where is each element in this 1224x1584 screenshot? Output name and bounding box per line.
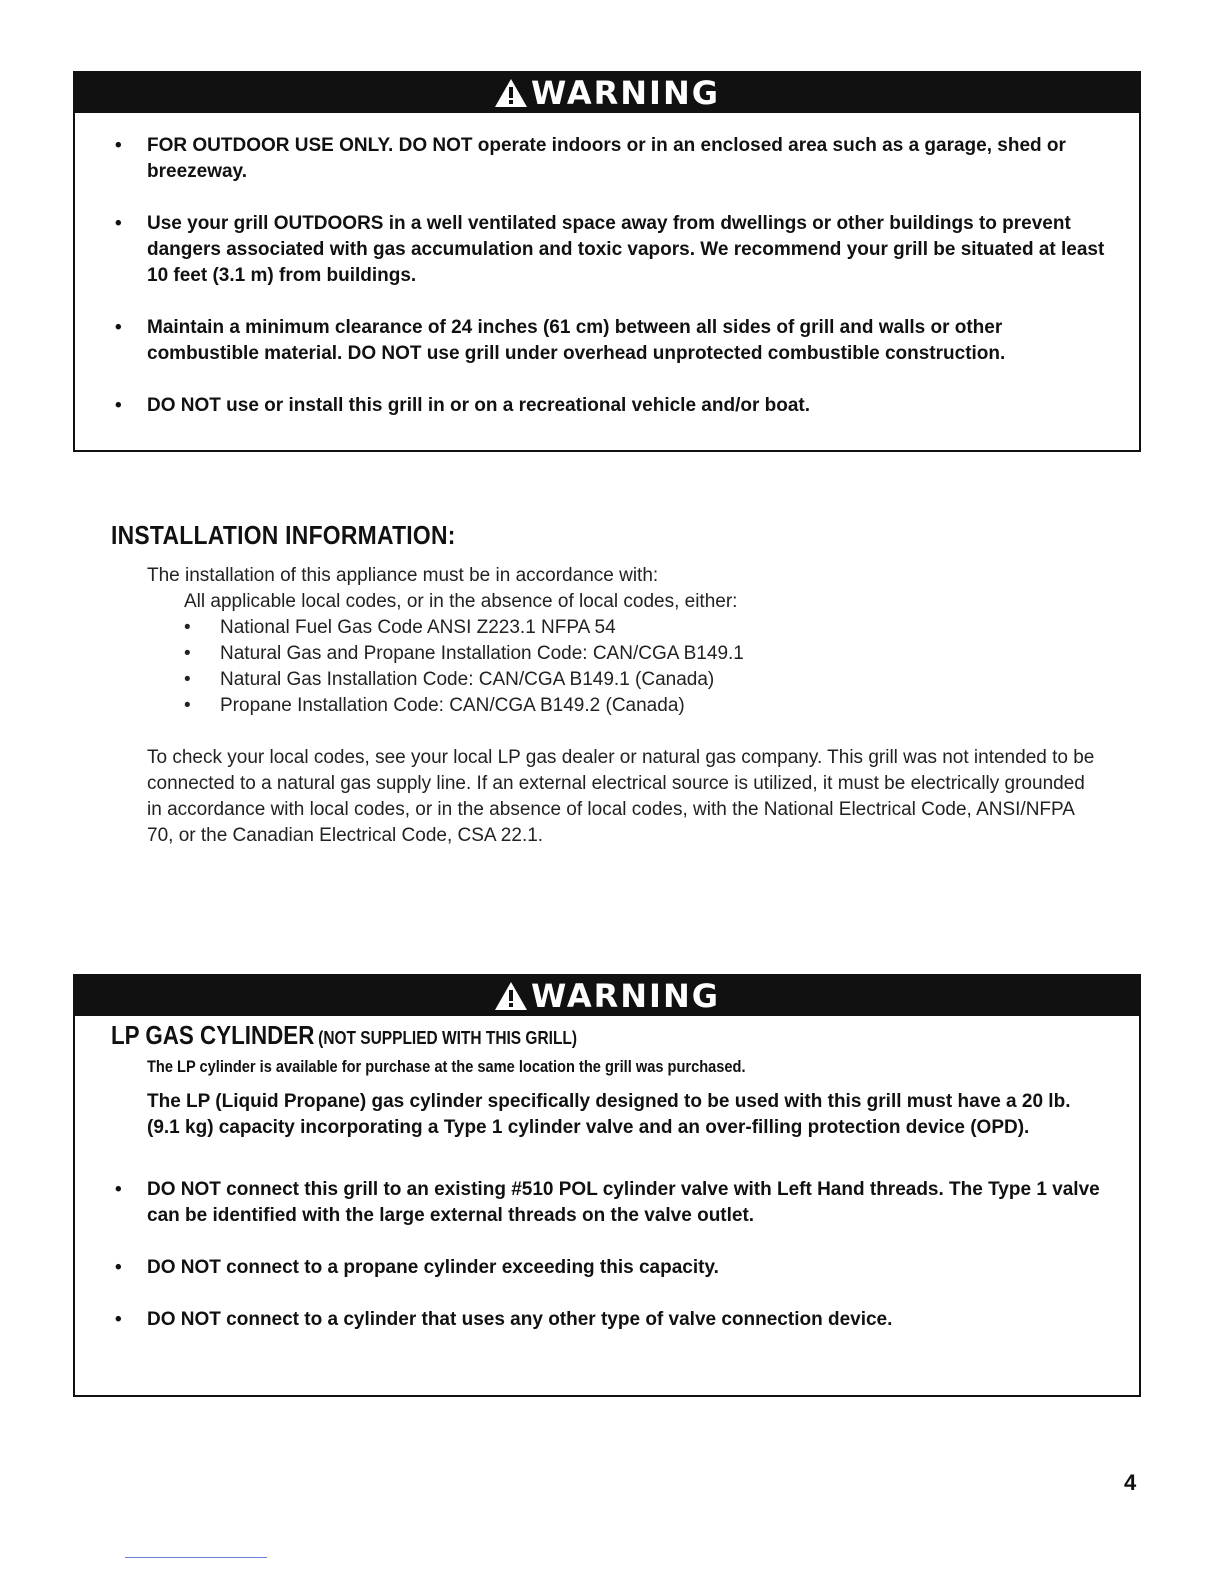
warning-header (75, 73, 1139, 113)
code-list (147, 615, 1097, 719)
warning-item (75, 211, 1139, 289)
code-text: Natural Gas Installation Code: CAN/CGA B149.1 (Canada) (220, 669, 715, 690)
installation-paragraph: To check your local codes, see your local LP gas dealer or natural gas company. This grill was not intended to be connected to a natural gas supply line. If an external electrical source is utilized, it must be electrically grounded in accordance with local codes, or in the absence of local codes, with the National Electrical Code, ANSI/NFPA 70, or the Canadian Electrical Code, CSA 22.1. (147, 747, 1095, 846)
warning-text: DO NOT connect to a propane cylinder exceeding this capacity. (147, 1257, 719, 1278)
code-item (184, 667, 1097, 693)
bullet-icon: • (184, 643, 191, 664)
bullet-icon: • (115, 1309, 122, 1330)
warning-text: DO NOT connect to a cylinder that uses any other type of valve connection device. (147, 1309, 893, 1330)
warning-item (75, 315, 1139, 367)
warning-title: WARNING (531, 977, 720, 1015)
code-text: Propane Installation Code: CAN/CGA B149.2 (Canada) (220, 695, 685, 716)
bullet-icon: • (115, 1257, 122, 1278)
installation-sub-intro: All applicable local codes, or in the absence of local codes, either: (184, 591, 738, 612)
lp-title-main: LP GAS CYLINDER (111, 1020, 315, 1050)
warning-text: DO NOT connect this grill to an existing #510 POL cylinder valve with Left Hand threads. The Type 1 valve can be identified with the large external threads on the valve outlet. (147, 1179, 1100, 1226)
warning-box-outdoor (73, 71, 1141, 452)
warning-title: WARNING (531, 74, 720, 112)
warning-item (75, 133, 1139, 185)
bullet-icon: • (115, 135, 122, 156)
page-number: 4 (1124, 1470, 1137, 1495)
warning-triangle-icon (494, 78, 528, 108)
warning-item (75, 1177, 1139, 1229)
warning-triangle-icon (494, 981, 528, 1011)
code-item (184, 615, 1097, 641)
bullet-icon: • (184, 695, 191, 716)
lp-paragraph: The LP (Liquid Propane) gas cylinder specifically designed to be used with this grill must have a 20 lb. (9.1 kg) capacity incorporating a Type 1 cylinder valve and an over-filling protection device (OPD). (147, 1091, 1071, 1138)
lp-cylinder-title (75, 1016, 1139, 1051)
code-text: Natural Gas and Propane Installation Code: CAN/CGA B149.1 (220, 643, 744, 664)
section-title-installation: INSTALLATION INFORMATION: (111, 520, 456, 550)
lp-title-note: (NOT SUPPLIED WITH THIS GRILL) (318, 1028, 578, 1048)
bullet-icon: • (115, 213, 122, 234)
warning-item (75, 1307, 1139, 1333)
warning-list (75, 1177, 1139, 1333)
bullet-icon: • (184, 669, 191, 690)
bullet-icon: • (115, 395, 122, 416)
lp-subtitle-text: The LP cylinder is available for purchase at the same location the grill was purchased. (147, 1057, 746, 1076)
code-item (184, 641, 1097, 667)
warning-text: Use your grill OUTDOORS in a well ventilated space away from dwellings or other buildings to prevent dangers associated with gas accumulation and toxic vapors. We recommend your grill be situated at least 10 feet (3.1 m) from buildings. (147, 213, 1105, 286)
warning-header (75, 976, 1139, 1016)
bullet-icon: • (115, 317, 122, 338)
warning-item (75, 393, 1139, 419)
footer-divider (125, 1557, 267, 1558)
warning-box-lp-cylinder (73, 974, 1141, 1397)
bullet-icon: • (184, 617, 191, 638)
code-text: National Fuel Gas Code ANSI Z223.1 NFPA 54 (220, 617, 616, 638)
installation-intro: The installation of this appliance must be in accordance with: (147, 565, 659, 586)
code-item (184, 693, 1097, 719)
warning-text: FOR OUTDOOR USE ONLY. DO NOT operate indoors or in an enclosed area such as a garage, shed or breezeway. (147, 135, 1066, 182)
warning-item (75, 1255, 1139, 1281)
bullet-icon: • (115, 1179, 122, 1200)
warning-list (75, 133, 1139, 419)
lp-subtitle (75, 1057, 1139, 1077)
installation-content (147, 563, 1097, 849)
warning-text: Maintain a minimum clearance of 24 inches (61 cm) between all sides of grill and walls or other combustible material. DO NOT use grill under overhead unprotected combustible construction. (147, 317, 1006, 364)
warning-text: DO NOT use or install this grill in or on a recreational vehicle and/or boat. (147, 395, 811, 416)
